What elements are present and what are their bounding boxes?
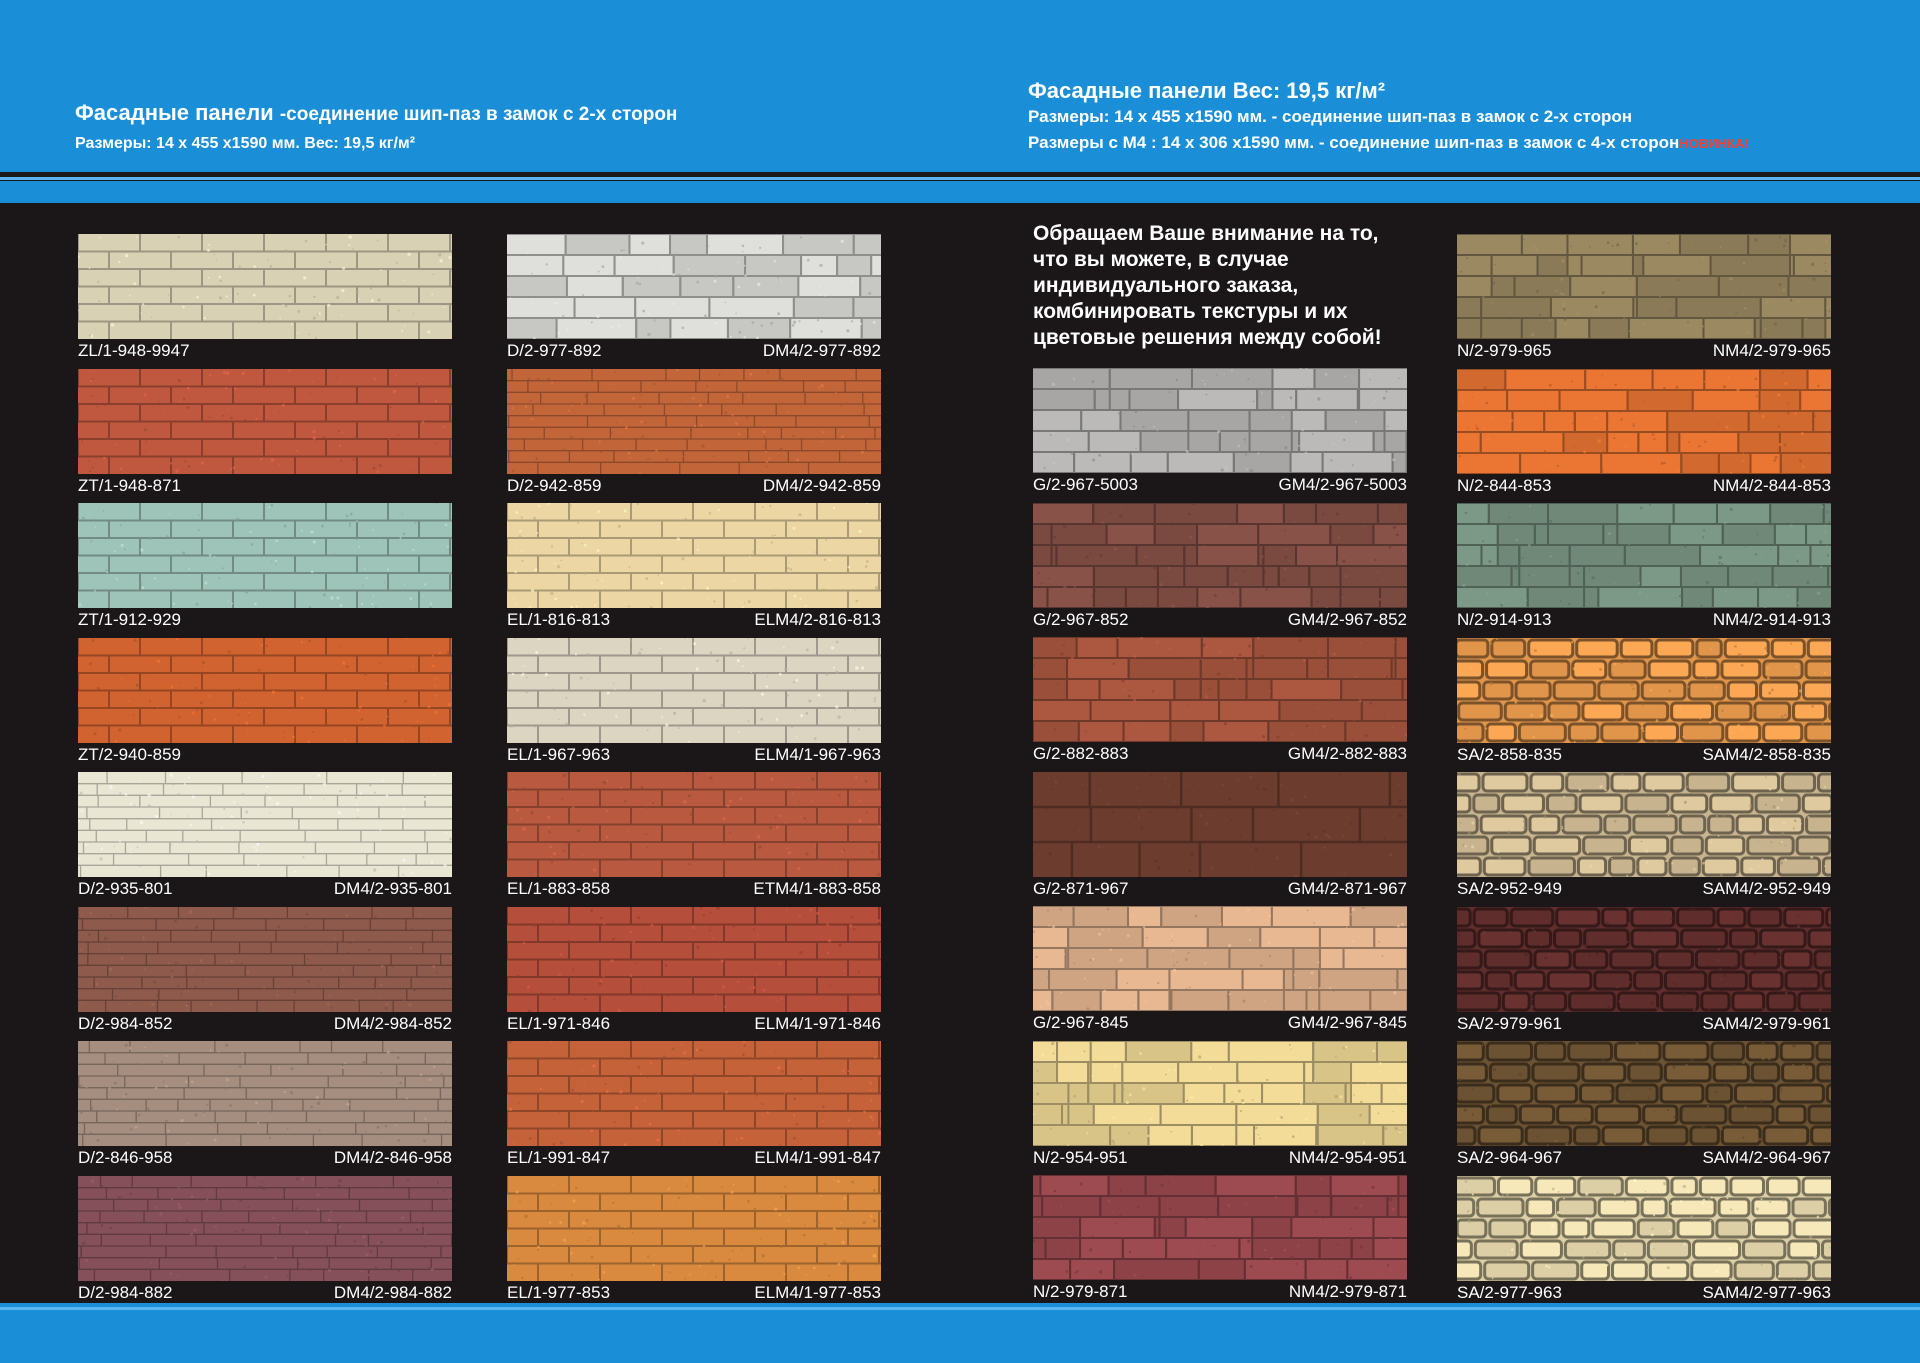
- panel-texture: [1457, 503, 1831, 608]
- panel-code: G/2-871-967: [1033, 879, 1129, 898]
- panel-texture: [1033, 772, 1407, 877]
- panel-swatch: [1033, 1175, 1407, 1280]
- panel-code: N/2-979-871: [1033, 1282, 1128, 1301]
- panel-swatch: [507, 638, 881, 743]
- panel-swatch: [78, 1041, 452, 1146]
- panel-texture: [1457, 772, 1831, 877]
- panel-swatch: [507, 907, 881, 1012]
- panel-m4-code: ETM4/1-883-858: [753, 879, 881, 898]
- panel-m4-code: SAM4/2-858-835: [1702, 745, 1831, 764]
- panel-texture: [1033, 637, 1407, 742]
- panel-texture: [78, 907, 452, 1012]
- panel-m4-code: SAM4/2-952-949: [1702, 879, 1831, 898]
- panel-texture: [78, 772, 452, 877]
- footer-divider: [0, 1307, 1920, 1310]
- panel-swatch: [1457, 503, 1831, 608]
- panel-texture: [1457, 907, 1831, 1012]
- panel-code: SA/2-977-963: [1457, 1283, 1562, 1302]
- panel-m4-code: NM4/2-979-871: [1288, 1282, 1407, 1301]
- panel-m4-code: ELM4/1-991-847: [754, 1148, 881, 1167]
- panel-code: D/2-935-801: [78, 879, 173, 898]
- panel-code: D/2-984-852: [78, 1014, 173, 1033]
- panel-swatch: [1033, 368, 1407, 473]
- panel-m4-code: GM4/2-967-845: [1287, 1013, 1407, 1032]
- panel-m4-code: NM4/2-914-913: [1712, 610, 1831, 629]
- panel-swatch: [78, 369, 452, 474]
- panel-swatch: [507, 1176, 881, 1281]
- panel-code: EL/1-991-847: [507, 1148, 611, 1167]
- panel-swatch: [1033, 1041, 1407, 1146]
- panel-m4-code: GM4/2-871-967: [1287, 879, 1407, 898]
- panel-swatch: [78, 772, 452, 877]
- panel-m4-code: DM4/2-942-859: [762, 476, 881, 495]
- panel-code: EL/1-883-858: [507, 879, 611, 898]
- panel-texture: [507, 638, 881, 743]
- panel-swatch: [1457, 1176, 1831, 1281]
- panel-m4-code: DM4/2-977-892: [762, 341, 881, 360]
- panel-texture: [507, 1176, 881, 1281]
- panel-swatch: [507, 503, 881, 608]
- panel-swatch: [78, 638, 452, 743]
- panel-code: SA/2-858-835: [1457, 745, 1562, 764]
- panel-swatch: [1457, 369, 1831, 474]
- panel-m4-code: ELM4/2-816-813: [754, 610, 881, 629]
- right-header-m4-line: [1028, 133, 1749, 153]
- header-divider: [0, 177, 1920, 180]
- panel-code: ZT/1-948-871: [78, 476, 181, 495]
- right-header-dimensions: Размеры: 14 х 455 х1590 мм. - соединение шип-паз в замок с 2-х сторон: [1028, 107, 1633, 126]
- panel-texture: [1457, 369, 1831, 474]
- panel-code: D/2-977-892: [507, 341, 602, 360]
- panel-m4-code: GM4/2-967-852: [1287, 610, 1407, 629]
- panel-swatch: [1033, 772, 1407, 877]
- panel-code: G/2-967-852: [1033, 610, 1129, 629]
- panel-texture: [1457, 1041, 1831, 1146]
- panel-code: D/2-846-958: [78, 1148, 173, 1167]
- panel-texture: [507, 772, 881, 877]
- panel-texture: [507, 907, 881, 1012]
- panel-texture: [78, 234, 452, 339]
- panel-code: N/2-844-853: [1457, 476, 1552, 495]
- left-header-dimensions: Размеры: 14 х 455 х1590 мм. Вес: 19,5 кг/м²: [75, 135, 416, 152]
- panel-texture: [1033, 503, 1407, 608]
- panel-swatch: [78, 907, 452, 1012]
- panel-swatch: [507, 1041, 881, 1146]
- panel-texture: [1457, 234, 1831, 339]
- panel-code: EL/1-977-853: [507, 1283, 611, 1302]
- panel-texture: [507, 503, 881, 608]
- panel-swatch: [507, 369, 881, 474]
- panel-m4-code: NM4/2-844-853: [1712, 476, 1831, 495]
- panel-m4-code: GM4/2-882-883: [1287, 744, 1407, 763]
- footer-bar: [0, 1303, 1920, 1363]
- panel-code: D/2-984-882: [78, 1283, 173, 1302]
- panel-texture: [78, 1041, 452, 1146]
- panel-code: EL/1-971-846: [507, 1014, 611, 1033]
- panel-code: N/2-954-951: [1033, 1148, 1128, 1167]
- panel-m4-code: SAM4/2-964-967: [1702, 1148, 1831, 1167]
- panel-code: ZT/1-912-929: [78, 610, 181, 629]
- panel-texture: [1033, 368, 1407, 473]
- custom-order-note: Обращаем Ваше внимание на то, что вы можете, в случае индивидуального заказа, комбинировать текстуры и их цветовые решения между собой!: [1033, 222, 1382, 349]
- panel-code: D/2-942-859: [507, 476, 602, 495]
- panel-m4-code: ELM4/1-971-846: [754, 1014, 881, 1033]
- panel-texture: [1033, 1041, 1407, 1146]
- panel-swatch: [78, 503, 452, 608]
- panel-m4-code: SAM4/2-979-961: [1702, 1014, 1831, 1033]
- panel-code: G/2-967-5003: [1033, 475, 1138, 494]
- panel-m4-code: ELM4/1-967-963: [754, 745, 881, 764]
- panel-swatch: [1457, 638, 1831, 743]
- panel-m4-code: DM4/2-935-801: [333, 879, 452, 898]
- panel-texture: [507, 369, 881, 474]
- panel-texture: [1033, 906, 1407, 1011]
- panel-swatch: [507, 772, 881, 877]
- header-band: [0, 181, 1920, 203]
- panel-m4-code: NM4/2-954-951: [1288, 1148, 1407, 1167]
- right-header-title: Фасадные панели Вес: 19,5 кг/м²: [1028, 78, 1386, 103]
- panel-code: SA/2-964-967: [1457, 1148, 1562, 1167]
- panel-code: G/2-882-883: [1033, 744, 1129, 763]
- panel-code: ZT/2-940-859: [78, 745, 181, 764]
- panel-code: SA/2-979-961: [1457, 1014, 1562, 1033]
- panel-code: SA/2-952-949: [1457, 879, 1562, 898]
- panel-swatch: [1457, 772, 1831, 877]
- panel-swatch: [78, 234, 452, 339]
- panel-texture: [78, 369, 452, 474]
- right-header-m4-text: Размеры с М4 : 14 х 306 х1590 мм. - соединение шип-паз в замок с 4-х сторон: [1028, 133, 1680, 152]
- panel-m4-code: DM4/2-984-882: [333, 1283, 452, 1302]
- panel-swatch: [1457, 234, 1831, 339]
- panel-swatch: [1033, 637, 1407, 742]
- panel-m4-code: GM4/2-967-5003: [1278, 475, 1407, 494]
- panel-swatch: [78, 1176, 452, 1281]
- panel-code: N/2-979-965: [1457, 341, 1552, 360]
- panel-m4-code: NM4/2-979-965: [1712, 341, 1831, 360]
- panel-texture: [1457, 638, 1831, 743]
- panel-swatch: [1457, 907, 1831, 1012]
- panel-m4-code: ELM4/1-977-853: [754, 1283, 881, 1302]
- panel-swatch: [1457, 1041, 1831, 1146]
- panel-texture: [1457, 1176, 1831, 1281]
- panel-code: G/2-967-845: [1033, 1013, 1129, 1032]
- panel-m4-code: DM4/2-984-852: [333, 1014, 452, 1033]
- left-header-title: Фасадные панели: [75, 100, 274, 125]
- panel-code: N/2-914-913: [1457, 610, 1552, 629]
- panel-texture: [507, 1041, 881, 1146]
- panel-code: EL/1-816-813: [507, 610, 611, 629]
- left-header-subtitle: -соединение шип-паз в замок с 2-х сторон: [279, 104, 678, 125]
- panel-texture: [78, 638, 452, 743]
- panel-swatch: [507, 234, 881, 339]
- panel-texture: [78, 503, 452, 608]
- panel-m4-code: DM4/2-846-958: [333, 1148, 452, 1167]
- panel-swatch: [1033, 906, 1407, 1011]
- panel-code: ZL/1-948-9947: [78, 341, 190, 360]
- panel-swatch: [1033, 503, 1407, 608]
- new-badge: НОВИНКА!: [1679, 136, 1749, 151]
- panel-m4-code: SAM4/2-977-963: [1702, 1283, 1831, 1302]
- panel-texture: [507, 234, 881, 339]
- panel-texture: [78, 1176, 452, 1281]
- panel-code: EL/1-967-963: [507, 745, 611, 764]
- panel-texture: [1033, 1175, 1407, 1280]
- left-header-title-line: [75, 100, 677, 126]
